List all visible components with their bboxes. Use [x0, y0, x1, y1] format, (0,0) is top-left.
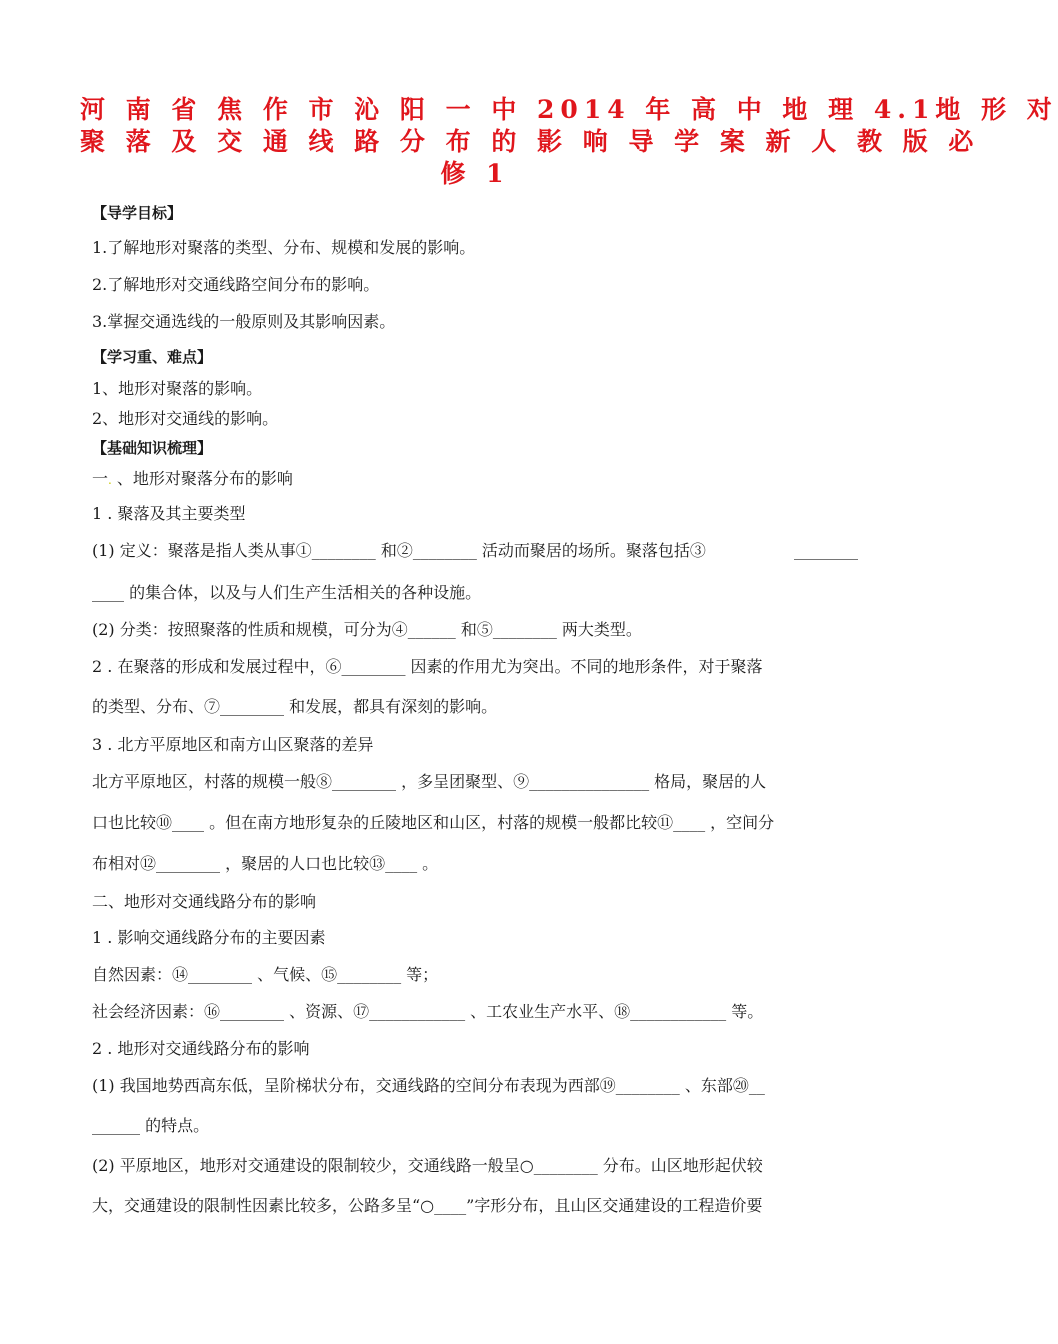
title-line-3: 修 1: [440, 159, 510, 188]
paragraph-line: 2 . 在聚落的形成和发展过程中，⑥________ 因素的作用尤为突出。不同的地形条件，对于聚落: [92, 657, 763, 676]
paragraph-line: 布相对⑫________ ，聚居的人口也比较⑬____ 。: [92, 854, 439, 873]
subsection-heading: 1 . 聚落及其主要类型: [92, 504, 246, 523]
paragraph-line: 口也比较⑩____ 。但在南方地形复杂的丘陵地区和山区，村落的规模一般都比较⑪____ ，空间分: [92, 813, 775, 832]
subsection-heading: 3 . 北方平原地区和南方山区聚落的差异: [92, 735, 374, 754]
section-1-numeral: 一: [92, 469, 109, 488]
subsection-heading: 1 . 影响交通线路分布的主要因素: [92, 928, 326, 947]
section-1-heading: [92, 469, 293, 490]
paragraph-line: 社会经济因素：⑯________ 、资源、⑰____________ 、工农业生产水平、⑱____________ 等。: [92, 1002, 764, 1021]
paragraph-line: (1) 我国地势西高东低，呈阶梯状分布，交通线路的空间分布表现为西部⑲________ 、东部⑳__: [92, 1076, 765, 1095]
goal-item: 3.掌握交通选线的一般原则及其影响因素。: [92, 312, 396, 331]
paragraph-line: (2) 平原地区，地形对交通建设的限制较少，交通线路一般呈○________ 分布。山区地形起伏较: [92, 1156, 763, 1175]
key-point-item: 1、地形对聚落的影响。: [92, 379, 263, 398]
blank-3: ________: [794, 541, 858, 560]
paragraph-line: [92, 541, 858, 561]
subsection-heading: 2 . 地形对交通线路分布的影响: [92, 1039, 310, 1058]
paragraph-line: ____ 的集合体，以及与人们生产生活相关的各种设施。: [92, 583, 482, 602]
key-point-item: 2、地形对交通线的影响。: [92, 409, 279, 428]
definition-text: (1) 定义：聚落是指人类从事①________ 和②________ 活动而聚居的场所。聚落包括③: [92, 541, 706, 560]
document-title: [80, 94, 1058, 190]
goal-item: 2.了解地形对交通线路空间分布的影响。: [92, 275, 380, 294]
goals-heading: 【导学目标】: [92, 204, 183, 222]
basics-heading: 【基础知识梳理】: [92, 439, 213, 457]
section-1-title: 、地形对聚落分布的影响: [111, 469, 293, 488]
paragraph-line: 大，交通建设的限制性因素比较多，公路多呈“○____”字形分布，且山区交通建设的工程造价要: [92, 1196, 763, 1215]
paragraph-line: 的类型、分布、⑦________ 和发展，都具有深刻的影响。: [92, 697, 498, 716]
section-2-heading: 二、地形对交通线路分布的影响: [92, 892, 317, 911]
paragraph-line: ______ 的特点。: [92, 1116, 210, 1135]
title-line-1: 河 南 省 焦 作 市 沁 阳 一 中 2014 年 高 中 地 理 4.1地 形 对: [80, 95, 1058, 124]
paragraph-line: (2) 分类：按照聚落的性质和规模，可分为④______ 和⑤________ 两大类型。: [92, 620, 642, 639]
key-points-heading: 【学习重、难点】: [92, 348, 213, 366]
goal-item: 1.了解地形对聚落的类型、分布、规模和发展的影响。: [92, 238, 476, 257]
title-line-2: 聚 落 及 交 通 线 路 分 布 的 影 响 导 学 案 新 人 教 版 必: [80, 127, 980, 156]
paragraph-line: 自然因素：⑭________ 、气候、⑮________ 等；: [92, 965, 439, 984]
paragraph-line: 北方平原地区，村落的规模一般⑧________ ，多呈团聚型、⑨_______________ 格局，聚居的人: [92, 772, 767, 791]
stray-dot: .: [108, 473, 112, 487]
